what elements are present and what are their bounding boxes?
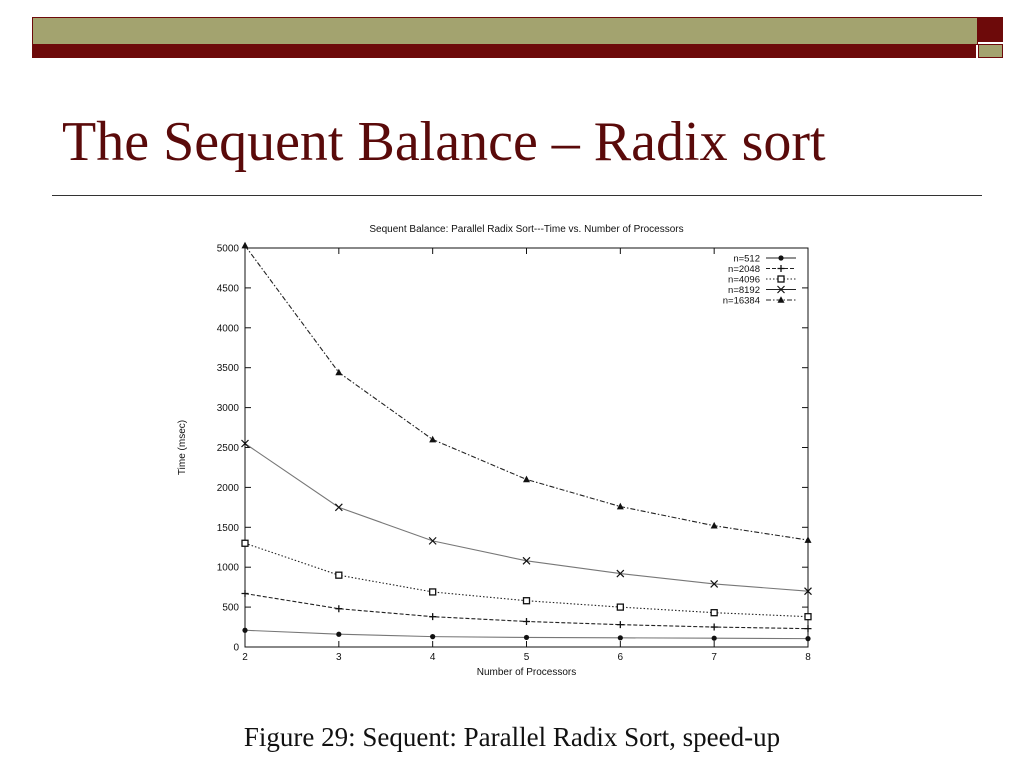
data-point-n-4096: [805, 614, 811, 620]
slide-title: The Sequent Balance – Radix sort: [62, 111, 826, 173]
data-point-n-2048: [242, 590, 249, 597]
plot-frame: [245, 248, 808, 647]
data-point-n-16384: [805, 536, 812, 543]
corner-square-maroon: [978, 17, 1003, 42]
x-tick-label: 2: [242, 652, 248, 663]
x-tick-label: 4: [429, 652, 436, 663]
y-tick-label: 1500: [216, 522, 239, 534]
data-point-n-512: [336, 632, 341, 637]
data-point-n-512: [524, 635, 529, 640]
data-point-n-16384: [429, 436, 436, 443]
y-tick-label: 4500: [216, 283, 239, 295]
data-point-n-2048: [429, 613, 436, 620]
data-point-n-512: [618, 635, 623, 640]
corner-square-olive: [978, 44, 1003, 58]
y-tick-label: 3000: [216, 403, 239, 415]
data-point-n-4096: [242, 540, 248, 546]
x-tick-label: 3: [336, 652, 342, 663]
legend-label: n=4096: [728, 274, 760, 286]
y-tick-label: 0: [233, 642, 239, 654]
data-point-n-16384: [242, 242, 249, 249]
data-point-n-512: [712, 636, 717, 641]
data-point-n-4096: [524, 598, 530, 604]
y-tick-label: 3500: [216, 363, 239, 375]
data-point-n-16384: [711, 522, 718, 529]
data-point-n-2048: [617, 621, 624, 628]
title-divider: [52, 195, 982, 196]
x-tick-label: 8: [805, 652, 811, 663]
legend-label: n=2048: [728, 264, 760, 275]
data-point-n-2048: [711, 624, 718, 631]
data-point-n-512: [242, 628, 247, 633]
data-point-n-2048: [523, 618, 530, 625]
legend-marker-n-512: [778, 255, 783, 260]
data-point-n-2048: [335, 605, 342, 612]
legend-label: n=512: [733, 253, 760, 265]
y-tick-label: 4000: [216, 323, 239, 335]
y-tick-label: 5000: [216, 243, 239, 255]
series-line-n-8192: [245, 444, 808, 592]
series-line-n-4096: [245, 543, 808, 616]
y-tick-label: 500: [222, 602, 239, 614]
y-tick-label: 1000: [216, 562, 239, 574]
data-point-n-8192: [335, 504, 342, 511]
y-tick-label: 2500: [216, 443, 239, 454]
x-tick-label: 5: [523, 652, 530, 663]
legend-marker-n-2048: [778, 265, 785, 272]
legend-label: n=8192: [728, 285, 760, 296]
radix-sort-chart: [160, 215, 830, 685]
x-tick-label: 6: [617, 652, 624, 663]
data-point-n-4096: [617, 604, 623, 610]
data-point-n-2048: [805, 625, 812, 632]
y-axis-label: Time (msec): [177, 419, 188, 476]
figure-caption: Figure 29: Sequent: Parallel Radix Sort, speed-up: [243, 722, 781, 752]
header-bar-maroon: [32, 44, 976, 58]
data-point-n-4096: [336, 572, 342, 578]
data-point-n-512: [805, 636, 810, 641]
series-line-n-16384: [245, 246, 808, 540]
data-point-n-16384: [523, 476, 530, 483]
x-axis-label: Number of Processors: [476, 667, 577, 678]
legend-marker-n-4096: [778, 276, 784, 282]
y-tick-label: 2000: [216, 482, 239, 494]
legend-label: n=16384: [722, 295, 760, 307]
data-point-n-4096: [430, 589, 436, 595]
data-point-n-512: [430, 634, 435, 639]
x-tick-label: 7: [711, 652, 717, 663]
header-bar-olive: [32, 17, 978, 45]
chart-title: Sequent Balance: Parallel Radix Sort---Time vs. Number of Processors: [369, 224, 684, 235]
data-point-n-4096: [711, 610, 717, 616]
